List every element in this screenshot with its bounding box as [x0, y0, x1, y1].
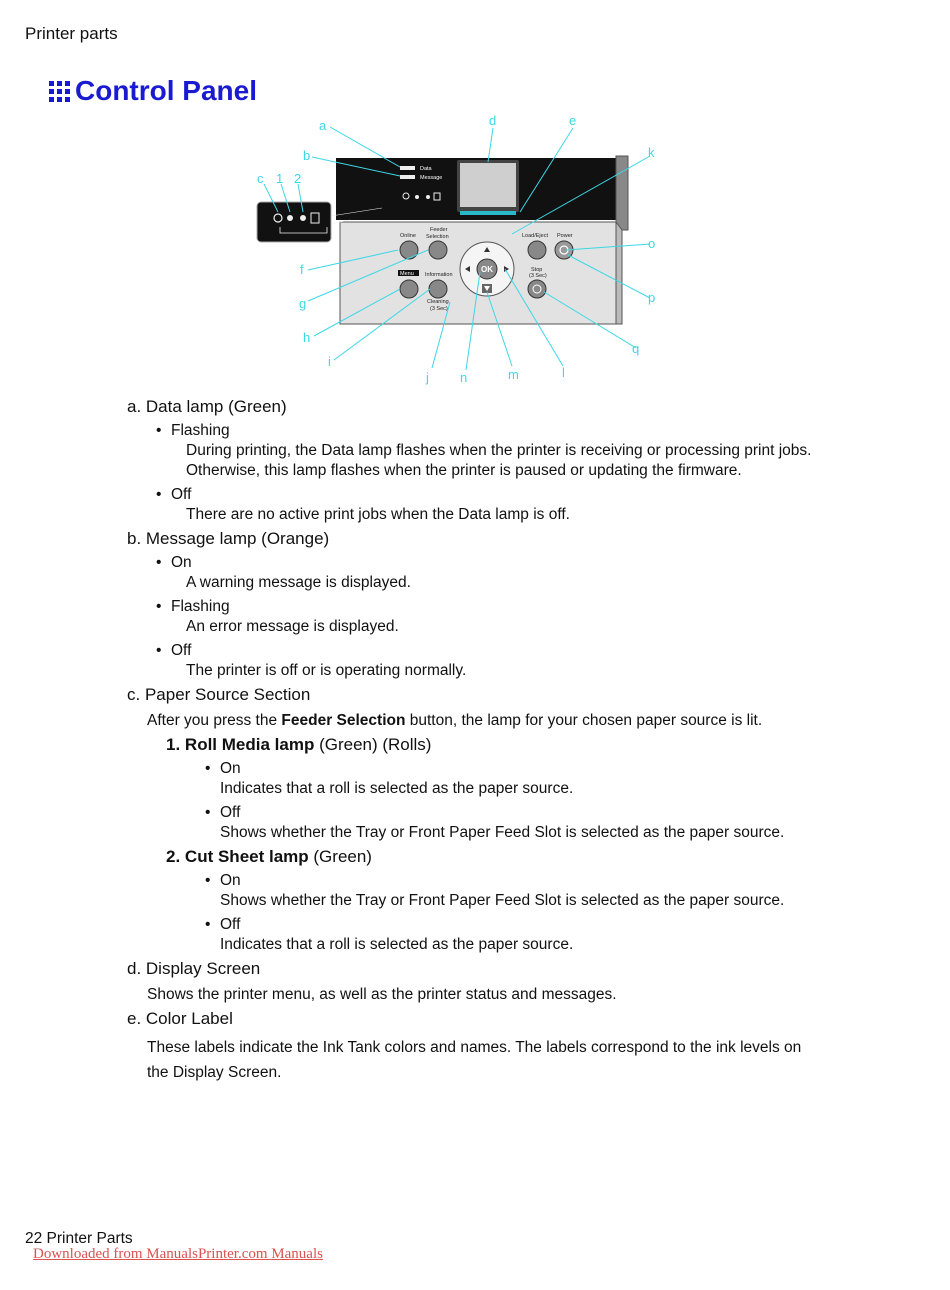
list-item: • Flashing — [171, 421, 847, 441]
callout-2: 2 — [294, 171, 302, 186]
callout-q: q — [632, 341, 640, 356]
feeder-selection-button[interactable] — [429, 241, 447, 259]
list-item-desc: An error message is displayed. — [186, 618, 399, 635]
callout-i: i — [328, 354, 331, 369]
online-label: Online — [400, 233, 416, 239]
running-head: Printer parts — [25, 24, 118, 43]
callout-d: d — [489, 113, 497, 128]
callout-j: j — [426, 370, 429, 385]
list-item: • On — [220, 759, 847, 779]
list-item-desc: Otherwise, this lamp flashes when the printer is paused or updating the firmware. — [186, 462, 742, 479]
list-item: • On — [171, 553, 847, 573]
callout-l: l — [562, 365, 565, 380]
power-label: Power — [557, 233, 573, 239]
list-item: • Off — [171, 485, 847, 505]
list-item-desc: Indicates that a roll is selected as the paper source. — [220, 780, 574, 797]
information-label: Information — [425, 272, 453, 278]
callout-o: o — [648, 236, 656, 251]
callout-n: n — [460, 370, 468, 385]
list-item-desc: Shows whether the Tray or Front Paper Feed Slot is selected as the paper source. — [220, 824, 785, 841]
section-e-title: e. Color Label — [127, 1009, 233, 1028]
data-label: Data — [420, 166, 432, 172]
display-screen — [460, 163, 516, 207]
online-button[interactable] — [400, 241, 418, 259]
callout-b: b — [303, 148, 311, 163]
section-d-para: Shows the printer menu, as well as the printer status and messages. — [147, 986, 617, 1003]
list-item: • Off — [220, 803, 847, 823]
list-item-desc: There are no active print jobs when the Data lamp is off. — [186, 506, 570, 523]
menu-label: Menu — [400, 271, 414, 277]
callout-h: h — [303, 330, 311, 345]
footer-page-number: 22 Printer Parts — [25, 1230, 133, 1247]
callout-1: 1 — [276, 171, 284, 186]
load-eject-button[interactable] — [528, 241, 546, 259]
list-item-desc: A warning message is displayed. — [186, 574, 411, 591]
load-eject-label: Load/Eject — [522, 233, 548, 239]
ok-label: OK — [481, 265, 493, 274]
page-title-text: Control Panel — [75, 75, 258, 106]
callout-c: c — [257, 171, 264, 186]
callout-k: k — [648, 145, 655, 160]
list-item: • On — [220, 871, 847, 891]
data-lamp-icon — [400, 166, 415, 170]
section-a-title: a. Data lamp (Green) — [127, 397, 287, 416]
section-d-title: d. Display Screen — [127, 959, 261, 978]
list-item-desc: During printing, the Data lamp flashes when the printer is receiving or processing print jobs. — [186, 442, 812, 459]
section-b-title: b. Message lamp (Orange) — [127, 529, 330, 548]
message-label: Message — [420, 175, 443, 181]
content — [127, 393, 847, 1085]
page-title — [49, 74, 257, 108]
callout-g: g — [299, 296, 307, 311]
callout-m: m — [508, 367, 519, 382]
list-item-desc: Shows whether the Tray or Front Paper Feed Slot is selected as the paper source. — [220, 892, 785, 909]
sub-item-2: 2. Cut Sheet lamp (Green) — [166, 847, 372, 866]
section-c-para: After you press the Feeder Selection button, the lamp for your chosen paper source is lit. — [147, 712, 763, 729]
feeder-label: Feeder — [430, 227, 448, 233]
list-item-desc: The printer is off or is operating normally. — [186, 662, 467, 679]
grid-icon — [49, 81, 70, 102]
callout-p: p — [648, 290, 656, 305]
list-item: • Flashing — [171, 597, 847, 617]
control-panel-diagram — [250, 112, 670, 388]
menu-button[interactable] — [400, 280, 418, 298]
list-item-desc: Indicates that a roll is selected as the paper source. — [220, 936, 574, 953]
sub-item-1: 1. Roll Media lamp (Green) (Rolls) — [166, 735, 432, 754]
list-item: • Off — [220, 915, 847, 935]
callout-e: e — [569, 113, 577, 128]
stop-label: Stop — [531, 267, 543, 273]
selection-label: Selection — [426, 234, 449, 240]
footer-download-link[interactable]: Downloaded from ManualsPrinter.com Manuals — [33, 1246, 323, 1262]
information-button[interactable] — [429, 280, 447, 298]
callout-a: a — [319, 118, 327, 133]
cleaning-label: Cleaning — [427, 299, 449, 305]
cleaning-sec-label: (3 Sec) — [430, 306, 448, 312]
stop-sec-label: (3 Sec) — [529, 273, 547, 279]
callout-f: f — [300, 262, 304, 277]
message-lamp-icon — [400, 175, 415, 179]
section-c-title: c. Paper Source Section — [127, 685, 311, 704]
list-item: • Off — [171, 641, 847, 661]
section-e-para: These labels indicate the Ink Tank colors and names. The labels correspond to the ink levels on the Display Screen. — [147, 1039, 802, 1081]
stop-button[interactable] — [528, 280, 546, 298]
